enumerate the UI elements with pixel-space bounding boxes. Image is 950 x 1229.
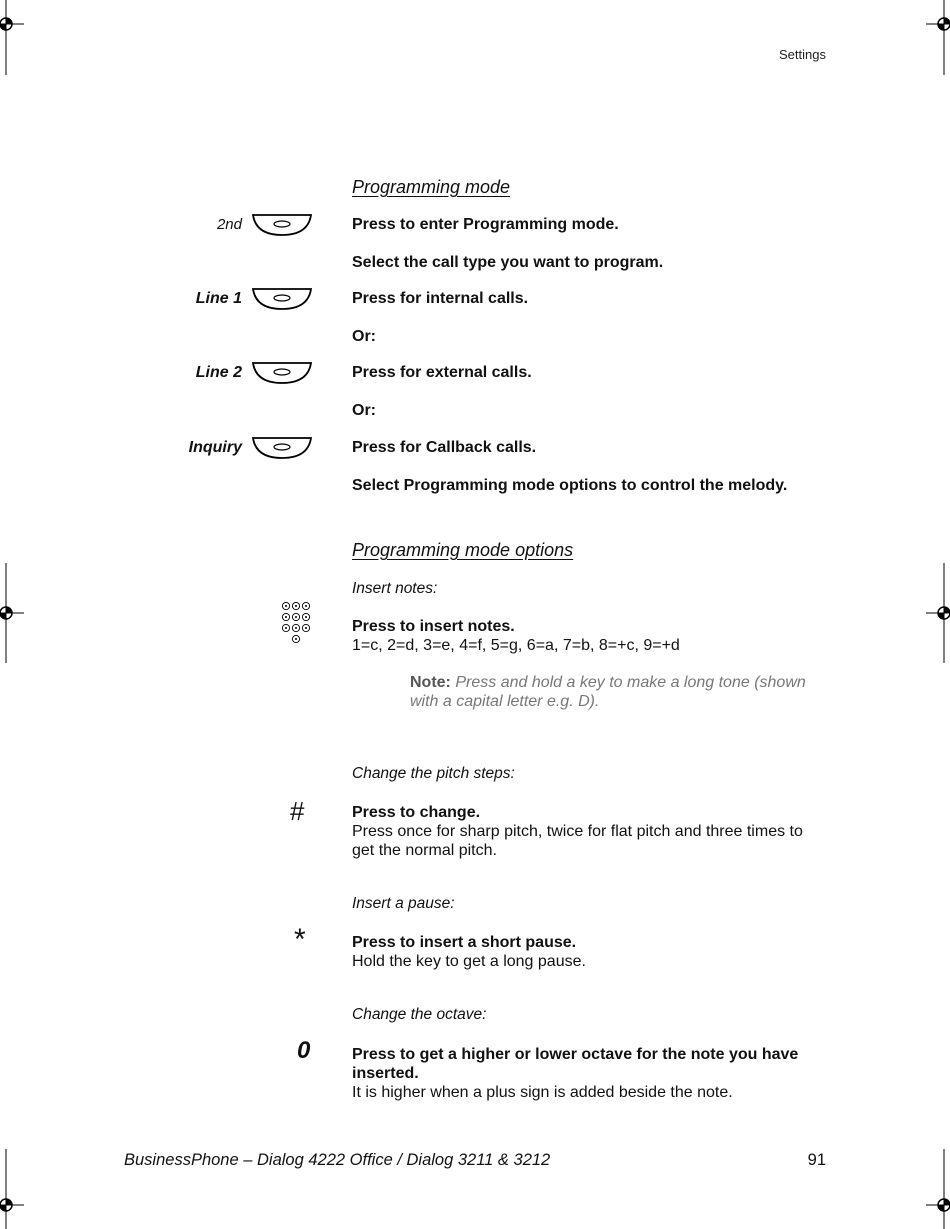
keypad-icon xyxy=(281,601,313,647)
octave-action: Press to get a higher or lower octave for the note you have inserted. xyxy=(352,1046,799,1082)
pause-block xyxy=(352,933,822,971)
pause-action: Press to insert a short pause. xyxy=(352,934,577,951)
key-label-line-2: Line 2 xyxy=(195,364,242,381)
key-label-2nd: 2nd xyxy=(216,216,242,233)
softkey-line-1-icon xyxy=(252,287,312,311)
page-number: 91 xyxy=(807,1151,826,1169)
step-or-2: Or: xyxy=(352,402,376,419)
octave-block xyxy=(352,1045,822,1102)
step-internal-calls: Press for internal calls. xyxy=(352,290,529,307)
softkey-line-2-icon xyxy=(252,361,312,385)
note-text: Press and hold a key to make a long tone (shown with a capital letter e.g. D). xyxy=(410,674,806,710)
registration-mark-top-left xyxy=(0,0,30,75)
step-callback-calls: Press for Callback calls. xyxy=(352,439,537,456)
pause-detail: Hold the key to get a long pause. xyxy=(352,953,586,970)
step-external-calls: Press for external calls. xyxy=(352,364,532,381)
running-header: Settings xyxy=(779,47,826,62)
note-label: Note: xyxy=(410,674,451,691)
softkey-2nd-icon xyxy=(252,213,312,237)
section-title-programming-options: Programming mode options xyxy=(352,540,574,560)
pitch-detail: Press once for sharp pitch, twice for flat pitch and three times to get the normal pitch. xyxy=(352,823,803,859)
step-or-1: Or: xyxy=(352,328,376,345)
softkey-inquiry-icon xyxy=(252,436,312,460)
subhead-octave: Change the octave: xyxy=(352,1006,487,1023)
hash-key-icon: # xyxy=(290,796,305,826)
registration-mark-bottom-left xyxy=(0,1149,30,1229)
registration-mark-bottom-right xyxy=(920,1149,950,1229)
subhead-pause: Insert a pause: xyxy=(352,895,455,912)
registration-mark-mid-right xyxy=(920,563,950,663)
key-label-inquiry: Inquiry xyxy=(188,439,242,456)
insert-notes-block xyxy=(352,617,822,655)
key-label-line-1: Line 1 xyxy=(195,290,242,307)
star-key-icon: * xyxy=(294,923,306,956)
section-title-programming-mode: Programming mode xyxy=(352,177,511,197)
subhead-insert-notes: Insert notes: xyxy=(352,580,438,597)
pitch-block xyxy=(352,803,822,860)
step-select-options: Select Programming mode options to control the melody. xyxy=(352,477,788,494)
octave-detail: It is higher when a plus sign is added beside the note. xyxy=(352,1084,733,1101)
step-select-call-type: Select the call type you want to program. xyxy=(352,254,664,271)
insert-notes-action: Press to insert notes. xyxy=(352,618,515,635)
footer-title: BusinessPhone – Dialog 4222 Office / Dialog 3211 & 3212 xyxy=(124,1151,551,1169)
zero-key-icon: 0 xyxy=(297,1037,311,1064)
registration-mark-mid-left xyxy=(0,563,30,663)
pitch-action: Press to change. xyxy=(352,804,481,821)
step-enter-programming: Press to enter Programming mode. xyxy=(352,216,619,233)
note-key-mapping: 1=c, 2=d, 3=e, 4=f, 5=g, 6=a, 7=b, 8=+c, 9=+d xyxy=(352,637,680,654)
registration-mark-top-right xyxy=(920,0,950,75)
subhead-pitch: Change the pitch steps: xyxy=(352,765,515,782)
note-long-tone xyxy=(410,673,830,711)
